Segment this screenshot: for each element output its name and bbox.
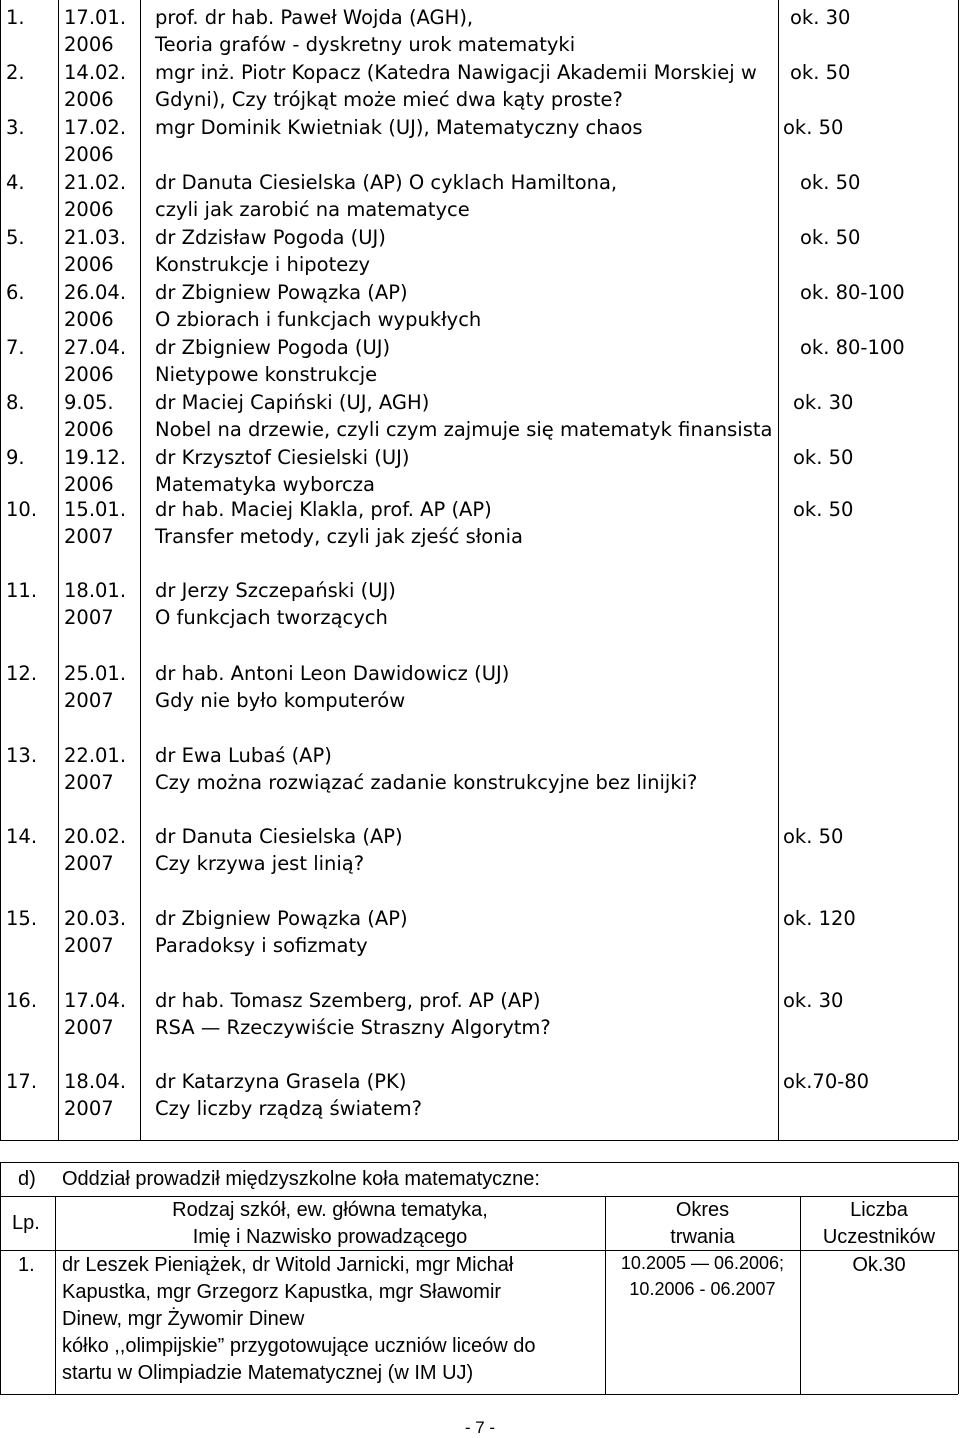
lecture-title: czyli jak zarobić na matematyce bbox=[155, 198, 470, 221]
table-divider-duration bbox=[778, 0, 779, 1140]
lecture-number: 11. bbox=[6, 579, 38, 602]
lecture-date: 17.02. bbox=[64, 116, 127, 139]
lecture-title: Nietypowe konstrukcje bbox=[155, 363, 378, 386]
section-d-top-border bbox=[0, 1162, 958, 1163]
lecture-number: 9. bbox=[6, 446, 25, 469]
header-count-2: Uczestników bbox=[822, 1226, 936, 1248]
lecture-speaker: dr Zbigniew Powązka (AP) bbox=[155, 281, 408, 304]
lecture-speaker: dr hab. Tomasz Szemberg, prof. AP (AP) bbox=[155, 989, 541, 1012]
lecture-title: Czy można rozwiązać zadanie konstrukcyjne bez linijki? bbox=[155, 771, 698, 794]
lecture-title: Czy krzywa jest linią? bbox=[155, 852, 365, 875]
lecture-duration: ok. 50 bbox=[790, 61, 851, 84]
lecture-date: 14.02. bbox=[64, 61, 127, 84]
lecture-title: O funkcjach tworzących bbox=[155, 606, 388, 629]
lecture-speaker: mgr Dominik Kwietniak (UJ), Matematyczny chaos bbox=[155, 116, 643, 139]
lecture-speaker: dr Krzysztof Ciesielski (UJ) bbox=[155, 446, 410, 469]
circle-count: Ok.30 bbox=[852, 1254, 906, 1276]
lecture-number: 2. bbox=[6, 61, 25, 84]
lecture-speaker: dr Katarzyna Grasela (PK) bbox=[155, 1070, 407, 1093]
lecture-duration: ok. 120 bbox=[783, 907, 856, 930]
lecture-title: RSA — Rzeczywiście Straszny Algorytm? bbox=[155, 1016, 551, 1039]
lecture-year: 2007 bbox=[64, 689, 114, 712]
lecture-number: 8. bbox=[6, 391, 25, 414]
circle-line: startu w Olimpiadzie Matematycznej (w IM UJ) bbox=[62, 1362, 474, 1384]
lecture-date: 18.04. bbox=[64, 1070, 127, 1093]
lecture-date: 19.12. bbox=[64, 446, 127, 469]
lecture-year: 2007 bbox=[64, 1097, 114, 1120]
lecture-duration: ok.70-80 bbox=[783, 1070, 870, 1093]
lecture-date: 26.04. bbox=[64, 281, 127, 304]
lecture-speaker: dr hab. Antoni Leon Dawidowicz (UJ) bbox=[155, 662, 510, 685]
lecture-year: 2007 bbox=[64, 934, 114, 957]
lecture-number: 10. bbox=[6, 498, 38, 521]
lecture-date: 27.04. bbox=[64, 336, 127, 359]
lecture-date: 9.05. bbox=[64, 391, 114, 414]
lecture-year: 2006 bbox=[64, 33, 114, 56]
lecture-date: 17.01. bbox=[64, 6, 127, 29]
lecture-title: Czy liczby rządzą światem? bbox=[155, 1097, 422, 1120]
lecture-number: 5. bbox=[6, 226, 25, 249]
lecture-speaker: dr Danuta Ciesielska (AP) bbox=[155, 825, 403, 848]
circle-line: Dinew, mgr Żywomir Dinew bbox=[62, 1308, 305, 1330]
lecture-year: 2006 bbox=[64, 88, 114, 111]
lecture-date: 20.03. bbox=[64, 907, 127, 930]
section-d-bottom-border bbox=[0, 1394, 958, 1395]
lecture-year: 2006 bbox=[64, 363, 114, 386]
header-lp: Lp. bbox=[12, 1212, 40, 1234]
circle-period: 10.2005 — 06.2006; bbox=[620, 1253, 785, 1273]
lecture-year: 2007 bbox=[64, 525, 114, 548]
header-leader: Imię i Nazwisko prowadzącego bbox=[192, 1226, 468, 1248]
lecture-speaker: dr Maciej Capiński (UJ, AGH) bbox=[155, 391, 430, 414]
lecture-number: 7. bbox=[6, 336, 25, 359]
lecture-duration: ok. 50 bbox=[793, 446, 854, 469]
table-divider-no bbox=[58, 0, 59, 1140]
lecture-number: 13. bbox=[6, 744, 38, 767]
lecture-title: Nobel na drzewie, czyli czym zajmuje się matematyk finansista bbox=[155, 418, 773, 441]
page-number: - 7 - bbox=[464, 1418, 496, 1437]
lecture-duration: ok. 30 bbox=[790, 6, 851, 29]
circle-number: 1. bbox=[18, 1254, 35, 1276]
lecture-title: Teoria grafów - dyskretny urok matematyki bbox=[155, 33, 576, 56]
lecture-year: 2007 bbox=[64, 606, 114, 629]
table-divider-date bbox=[140, 0, 141, 1140]
lecture-title: Konstrukcje i hipotezy bbox=[155, 253, 371, 276]
lecture-speaker: dr Danuta Ciesielska (AP) O cyklach Hamiltona, bbox=[155, 171, 618, 194]
header-period-2: trwania bbox=[670, 1226, 735, 1248]
lecture-number: 6. bbox=[6, 281, 25, 304]
lecture-year: 2006 bbox=[64, 253, 114, 276]
lecture-date: 21.03. bbox=[64, 226, 127, 249]
lecture-duration: ok. 30 bbox=[793, 391, 854, 414]
lecture-title: Paradoksy i sofizmaty bbox=[155, 934, 368, 957]
table-bottom-border bbox=[0, 1140, 958, 1141]
lecture-title: Gdy nie było komputerów bbox=[155, 689, 406, 712]
lecture-year: 2006 bbox=[64, 418, 114, 441]
circle-period-2: 10.2006 - 06.2007 bbox=[629, 1279, 776, 1299]
lecture-year: 2006 bbox=[64, 473, 114, 496]
circle-line: Kapustka, mgr Grzegorz Kapustka, mgr Sławomir bbox=[62, 1281, 502, 1303]
lecture-number: 1. bbox=[6, 6, 25, 29]
lecture-year: 2006 bbox=[64, 308, 114, 331]
header-count: Liczba bbox=[850, 1199, 908, 1221]
lecture-number: 14. bbox=[6, 825, 38, 848]
lecture-duration: ok. 50 bbox=[800, 171, 861, 194]
table-right-border bbox=[958, 0, 959, 1140]
header-period: Okres bbox=[675, 1199, 730, 1221]
lecture-duration: ok. 80-100 bbox=[800, 281, 905, 304]
lecture-speaker: dr hab. Maciej Klakla, prof. AP (AP) bbox=[155, 498, 492, 521]
lecture-speaker: prof. dr hab. Paweł Wojda (AGH), bbox=[155, 6, 474, 29]
lecture-date: 22.01. bbox=[64, 744, 127, 767]
lecture-title: Transfer metody, czyli jak zjeść słonia bbox=[155, 525, 523, 548]
lecture-duration: ok. 80-100 bbox=[800, 336, 905, 359]
lecture-title: Matematyka wyborcza bbox=[155, 473, 375, 496]
lecture-year: 2007 bbox=[64, 771, 114, 794]
section-d-letter: d) bbox=[18, 1168, 36, 1190]
lecture-date: 25.01. bbox=[64, 662, 127, 685]
lecture-speaker: dr Zbigniew Pogoda (UJ) bbox=[155, 336, 391, 359]
lecture-number: 12. bbox=[6, 662, 38, 685]
lecture-date: 21.02. bbox=[64, 171, 127, 194]
section-d-title: Oddział prowadził międzyszkolne koła matematyczne: bbox=[62, 1168, 540, 1190]
lecture-date: 15.01. bbox=[64, 498, 127, 521]
circle-line: kółko ,,olimpijskie” przygotowujące uczniów liceów do bbox=[62, 1335, 536, 1357]
lecture-title: O zbiorach i funkcjach wypukłych bbox=[155, 308, 482, 331]
lecture-speaker: dr Zbigniew Powązka (AP) bbox=[155, 907, 408, 930]
lecture-number: 4. bbox=[6, 171, 25, 194]
lecture-duration: ok. 50 bbox=[793, 498, 854, 521]
lecture-duration: ok. 50 bbox=[783, 116, 844, 139]
lecture-year: 2006 bbox=[64, 198, 114, 221]
lecture-date: 20.02. bbox=[64, 825, 127, 848]
lecture-title: Gdyni), Czy trójkąt może mieć dwa kąty proste? bbox=[155, 88, 623, 111]
lecture-year: 2007 bbox=[64, 1016, 114, 1039]
lecture-year: 2006 bbox=[64, 143, 114, 166]
table-left-border bbox=[0, 0, 1, 1140]
header-school: Rodzaj szkół, ew. główna tematyka, bbox=[172, 1199, 488, 1221]
lecture-number: 15. bbox=[6, 907, 38, 930]
circle-line: dr Leszek Pieniążek, dr Witold Jarnicki, mgr Michał bbox=[62, 1254, 514, 1276]
lecture-date: 17.04. bbox=[64, 989, 127, 1012]
lecture-duration: ok. 50 bbox=[800, 226, 861, 249]
lecture-year: 2007 bbox=[64, 852, 114, 875]
lecture-speaker: dr Jerzy Szczepański (UJ) bbox=[155, 579, 396, 602]
lecture-date: 18.01. bbox=[64, 579, 127, 602]
lecture-speaker: dr Ewa Lubaś (AP) bbox=[155, 744, 332, 767]
lecture-speaker: dr Zdzisław Pogoda (UJ) bbox=[155, 226, 386, 249]
lecture-number: 3. bbox=[6, 116, 25, 139]
lecture-duration: ok. 30 bbox=[783, 989, 844, 1012]
lecture-duration: ok. 50 bbox=[783, 825, 844, 848]
lecture-number: 17. bbox=[6, 1070, 38, 1093]
lecture-number: 16. bbox=[6, 989, 38, 1012]
section-d-right-border bbox=[958, 1162, 959, 1394]
lecture-speaker: mgr inż. Piotr Kopacz (Katedra Nawigacji Akademii Morskiej w bbox=[155, 61, 757, 84]
